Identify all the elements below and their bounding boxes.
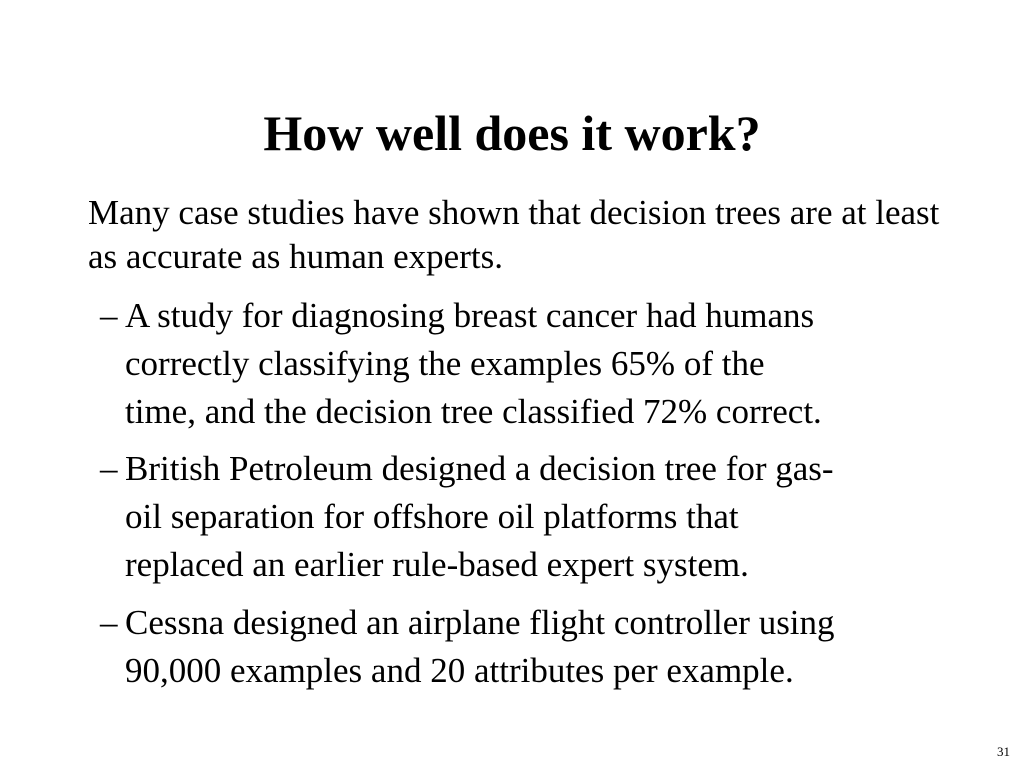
dash-bullet-marker: – bbox=[100, 449, 118, 488]
bullet-text: Cessna designed an airplane flight controller using 90,000 examples and 20 attributes per example. bbox=[125, 603, 835, 690]
slide-title: How well does it work? bbox=[263, 105, 761, 161]
dash-bullet-marker: – bbox=[100, 603, 118, 642]
dash-bullet-marker: – bbox=[100, 296, 118, 335]
bullet-text: British Petroleum designed a decision tree for gas- oil separation for offshore oil platforms that replaced an earlier rule-based expert system. bbox=[125, 449, 834, 584]
bullet-item-british-petroleum bbox=[100, 445, 980, 589]
page-number: 31 bbox=[997, 744, 1010, 759]
bullet-item-breast-cancer-study bbox=[100, 292, 980, 436]
bullet-item-cessna bbox=[100, 599, 980, 695]
intro-paragraph: Many case studies have shown that decision trees are at least as accurate as human experts. bbox=[88, 193, 940, 276]
bullet-text: A study for diagnosing breast cancer had humans correctly classifying the examples 65% of the time, and the decision tree classified 72% correct. bbox=[125, 296, 822, 431]
